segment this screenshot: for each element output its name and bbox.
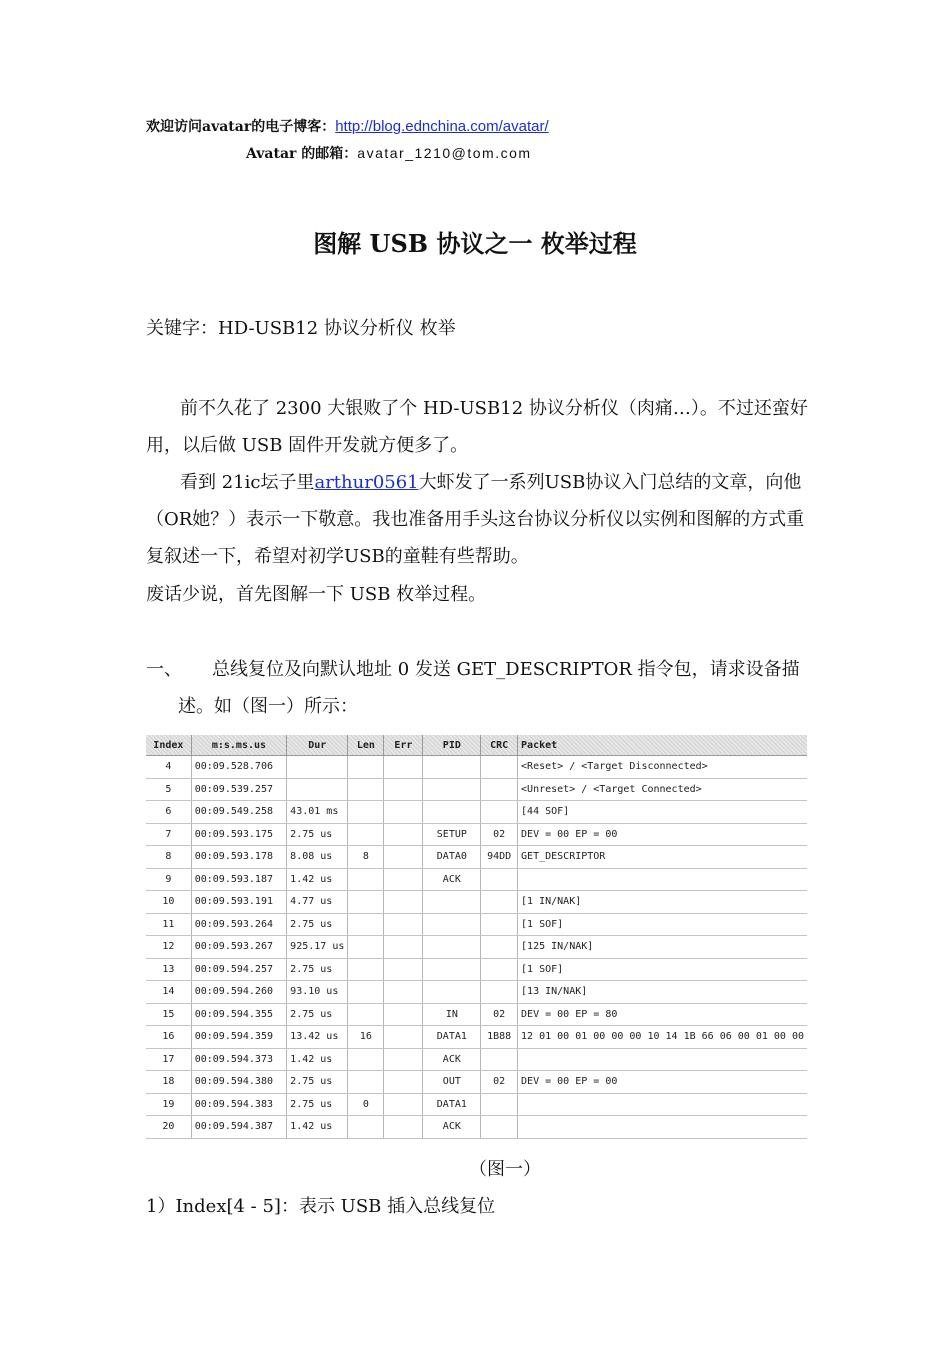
cell-crc (481, 891, 518, 914)
cell-packet: <Reset> / <Target Disconnected> (518, 756, 807, 779)
cell-packet: 12 01 00 01 00 00 00 10 14 1B 66 06 00 01 00 00 (518, 1026, 807, 1049)
cell-dur: 1.42 us (287, 868, 348, 891)
cell-len (348, 1048, 384, 1071)
cell-crc: 02 (481, 823, 518, 846)
cell-dur: 4.77 us (287, 891, 348, 914)
cell-len: 16 (348, 1026, 384, 1049)
cell-pid: DATA1 (423, 1093, 481, 1116)
table-row (146, 1026, 807, 1049)
table-row (146, 936, 807, 959)
cell-crc: 02 (481, 1003, 518, 1026)
paragraph-thanks-after: 大虾发了一系列USB协议入门总结的文章，向他（OR她？）表示一下敬意。我也准备用手头这台协议分析仪以实例和图解的方式重复叙述一下，希望对初学USB的童鞋有些帮助。 (146, 472, 805, 567)
col-header-len: Len (348, 735, 384, 756)
keywords: 关键字：HD-USB12 协议分析仪 枚举 (146, 318, 456, 339)
blog-line (146, 116, 549, 136)
paragraph-start: 废话少说，首先图解一下 USB 枚举过程。 (146, 584, 487, 605)
cell-index: 20 (146, 1116, 191, 1139)
mail-prefix: Avatar 的邮箱： (246, 146, 358, 162)
cell-dur: 8.08 us (287, 846, 348, 869)
cell-crc (481, 801, 518, 824)
cell-index: 15 (146, 1003, 191, 1026)
blog-link[interactable]: http://blog.ednchina.com/avatar/ (335, 118, 549, 135)
cell-pid (423, 981, 481, 1004)
cell-packet: [125 IN/NAK] (518, 936, 807, 959)
cell-dur: 2.75 us (287, 1071, 348, 1094)
note-1: 1）Index[4 - 5]：表示 USB 插入总线复位 (146, 1196, 496, 1217)
cell-index: 14 (146, 981, 191, 1004)
cell-pid (423, 936, 481, 959)
cell-crc (481, 778, 518, 801)
cell-err (384, 1093, 423, 1116)
cell-index: 16 (146, 1026, 191, 1049)
section-one-line1 (146, 651, 811, 688)
cell-err (384, 1026, 423, 1049)
paragraph-intro (146, 390, 811, 464)
cell-time: 00:09.593.175 (191, 823, 286, 846)
cell-crc (481, 1093, 518, 1116)
cell-len (348, 778, 384, 801)
cell-dur (287, 778, 348, 801)
cell-time: 00:09.594.380 (191, 1071, 286, 1094)
cell-len (348, 801, 384, 824)
cell-len (348, 1116, 384, 1139)
cell-err (384, 868, 423, 891)
paragraph-thanks (146, 464, 811, 575)
cell-time: 00:09.594.383 (191, 1093, 286, 1116)
cell-index: 5 (146, 778, 191, 801)
cell-packet: GET_DESCRIPTOR (518, 846, 807, 869)
cell-err (384, 913, 423, 936)
cell-index: 9 (146, 868, 191, 891)
table-row (146, 1071, 807, 1094)
cell-time: 00:09.594.260 (191, 981, 286, 1004)
col-header-crc: CRC (481, 735, 518, 756)
cell-len (348, 936, 384, 959)
cell-pid: ACK (423, 868, 481, 891)
cell-crc: 02 (481, 1071, 518, 1094)
cell-pid: OUT (423, 1071, 481, 1094)
mail-address: avatar_1210@tom.com (357, 145, 532, 161)
cell-dur: 13.42 us (287, 1026, 348, 1049)
cell-pid: ACK (423, 1116, 481, 1139)
cell-packet: [1 SOF] (518, 913, 807, 936)
cell-err (384, 846, 423, 869)
table-row (146, 801, 807, 824)
cell-err (384, 778, 423, 801)
col-header-pid: PID (423, 735, 481, 756)
cell-err (384, 958, 423, 981)
cell-index: 18 (146, 1071, 191, 1094)
cell-time: 00:09.594.359 (191, 1026, 286, 1049)
cell-len (348, 1003, 384, 1026)
cell-len (348, 756, 384, 779)
cell-dur: 2.75 us (287, 1003, 348, 1026)
cell-pid: DATA0 (423, 846, 481, 869)
table-row (146, 1116, 807, 1139)
cell-crc (481, 913, 518, 936)
cell-err (384, 1048, 423, 1071)
usb-packet-table (146, 735, 807, 1139)
cell-err (384, 1116, 423, 1139)
cell-packet: [44 SOF] (518, 801, 807, 824)
table-row (146, 1003, 807, 1026)
table-row (146, 778, 807, 801)
cell-crc (481, 1116, 518, 1139)
cell-err (384, 936, 423, 959)
cell-pid (423, 891, 481, 914)
table-row (146, 1093, 807, 1116)
cell-len (348, 981, 384, 1004)
cell-pid (423, 778, 481, 801)
cell-time: 00:09.593.191 (191, 891, 286, 914)
cell-index: 11 (146, 913, 191, 936)
cell-time: 00:09.593.178 (191, 846, 286, 869)
cell-dur: 93.10 us (287, 981, 348, 1004)
section-one-text1: 总线复位及向默认地址 0 发送 GET_DESCRIPTOR 指令包，请求设备描 (212, 659, 800, 680)
paragraph-thanks-before: 看到 21ic坛子里 (180, 472, 315, 493)
cell-pid: IN (423, 1003, 481, 1026)
cell-dur: 925.17 us (287, 936, 348, 959)
cell-pid (423, 913, 481, 936)
section-number: 一、 (146, 659, 182, 680)
cell-err (384, 801, 423, 824)
section-one-line2: 述。如（图一）所示： (178, 696, 358, 717)
table-row (146, 823, 807, 846)
cell-time: 00:09.594.387 (191, 1116, 286, 1139)
mail-line (246, 143, 532, 163)
cell-pid: SETUP (423, 823, 481, 846)
cell-pid: DATA1 (423, 1026, 481, 1049)
cell-dur (287, 756, 348, 779)
table-header-row (146, 735, 807, 756)
table-row (146, 958, 807, 981)
cell-pid (423, 756, 481, 779)
cell-time: 00:09.594.257 (191, 958, 286, 981)
cell-crc: 94DD (481, 846, 518, 869)
cell-time: 00:09.594.373 (191, 1048, 286, 1071)
cell-time: 00:09.593.264 (191, 913, 286, 936)
cell-time: 00:09.549.258 (191, 801, 286, 824)
table-row (146, 868, 807, 891)
cell-pid (423, 958, 481, 981)
table-row (146, 981, 807, 1004)
cell-packet: DEV = 00 EP = 80 (518, 1003, 807, 1026)
cell-len (348, 1071, 384, 1094)
cell-time: 00:09.528.706 (191, 756, 286, 779)
cell-index: 17 (146, 1048, 191, 1071)
cell-err (384, 981, 423, 1004)
cell-len: 8 (348, 846, 384, 869)
cell-dur: 1.42 us (287, 1048, 348, 1071)
cell-len: 0 (348, 1093, 384, 1116)
table-body (146, 756, 807, 1139)
table-row (146, 891, 807, 914)
cell-dur: 2.75 us (287, 913, 348, 936)
cell-dur: 43.01 ms (287, 801, 348, 824)
col-header-packet: Packet (518, 735, 807, 756)
cell-len (348, 958, 384, 981)
cell-index: 12 (146, 936, 191, 959)
cell-time: 00:09.594.355 (191, 1003, 286, 1026)
cell-len (348, 823, 384, 846)
cell-crc (481, 756, 518, 779)
table-row (146, 846, 807, 869)
paragraph-intro-text: 前不久花了 2300 大银败了个 HD-USB12 协议分析仪（肉痛…）。不过还蛮好用，以后做 USB 固件开发就方便多了。 (146, 398, 808, 456)
cell-crc (481, 936, 518, 959)
cell-index: 10 (146, 891, 191, 914)
cell-packet (518, 1116, 807, 1139)
cell-err (384, 1071, 423, 1094)
cell-packet: [1 IN/NAK] (518, 891, 807, 914)
cell-packet: DEV = 00 EP = 00 (518, 1071, 807, 1094)
cell-time: 00:09.593.187 (191, 868, 286, 891)
figure-caption: （图一） (469, 1159, 541, 1180)
cell-crc: 1B88 (481, 1026, 518, 1049)
author-link[interactable]: arthur0561 (314, 472, 419, 493)
document-title: 图解 USB 协议之一 枚举过程 (313, 229, 637, 258)
col-header-dur: Dur (287, 735, 348, 756)
cell-index: 6 (146, 801, 191, 824)
cell-dur: 2.75 us (287, 823, 348, 846)
cell-crc (481, 1048, 518, 1071)
cell-index: 13 (146, 958, 191, 981)
cell-time: 00:09.593.267 (191, 936, 286, 959)
table-row (146, 756, 807, 779)
cell-crc (481, 958, 518, 981)
cell-packet (518, 1048, 807, 1071)
cell-time: 00:09.539.257 (191, 778, 286, 801)
cell-packet: DEV = 00 EP = 00 (518, 823, 807, 846)
table-row (146, 1048, 807, 1071)
cell-pid (423, 801, 481, 824)
cell-pid: ACK (423, 1048, 481, 1071)
cell-index: 7 (146, 823, 191, 846)
cell-packet (518, 868, 807, 891)
table-row (146, 913, 807, 936)
cell-dur: 2.75 us (287, 1093, 348, 1116)
cell-crc (481, 868, 518, 891)
cell-err (384, 756, 423, 779)
cell-len (348, 868, 384, 891)
col-header-time: m:s.ms.us (191, 735, 286, 756)
cell-len (348, 891, 384, 914)
section-one (146, 651, 811, 725)
cell-err (384, 823, 423, 846)
cell-packet: [1 SOF] (518, 958, 807, 981)
cell-len (348, 913, 384, 936)
col-header-index: Index (146, 735, 191, 756)
cell-packet: [13 IN/NAK] (518, 981, 807, 1004)
cell-crc (481, 981, 518, 1004)
col-header-err: Err (384, 735, 423, 756)
cell-index: 19 (146, 1093, 191, 1116)
cell-index: 4 (146, 756, 191, 779)
cell-dur: 2.75 us (287, 958, 348, 981)
cell-index: 8 (146, 846, 191, 869)
blog-prefix: 欢迎访问avatar的电子博客： (146, 119, 336, 135)
cell-packet (518, 1093, 807, 1116)
cell-dur: 1.42 us (287, 1116, 348, 1139)
cell-err (384, 1003, 423, 1026)
cell-err (384, 891, 423, 914)
cell-packet: <Unreset> / <Target Connected> (518, 778, 807, 801)
